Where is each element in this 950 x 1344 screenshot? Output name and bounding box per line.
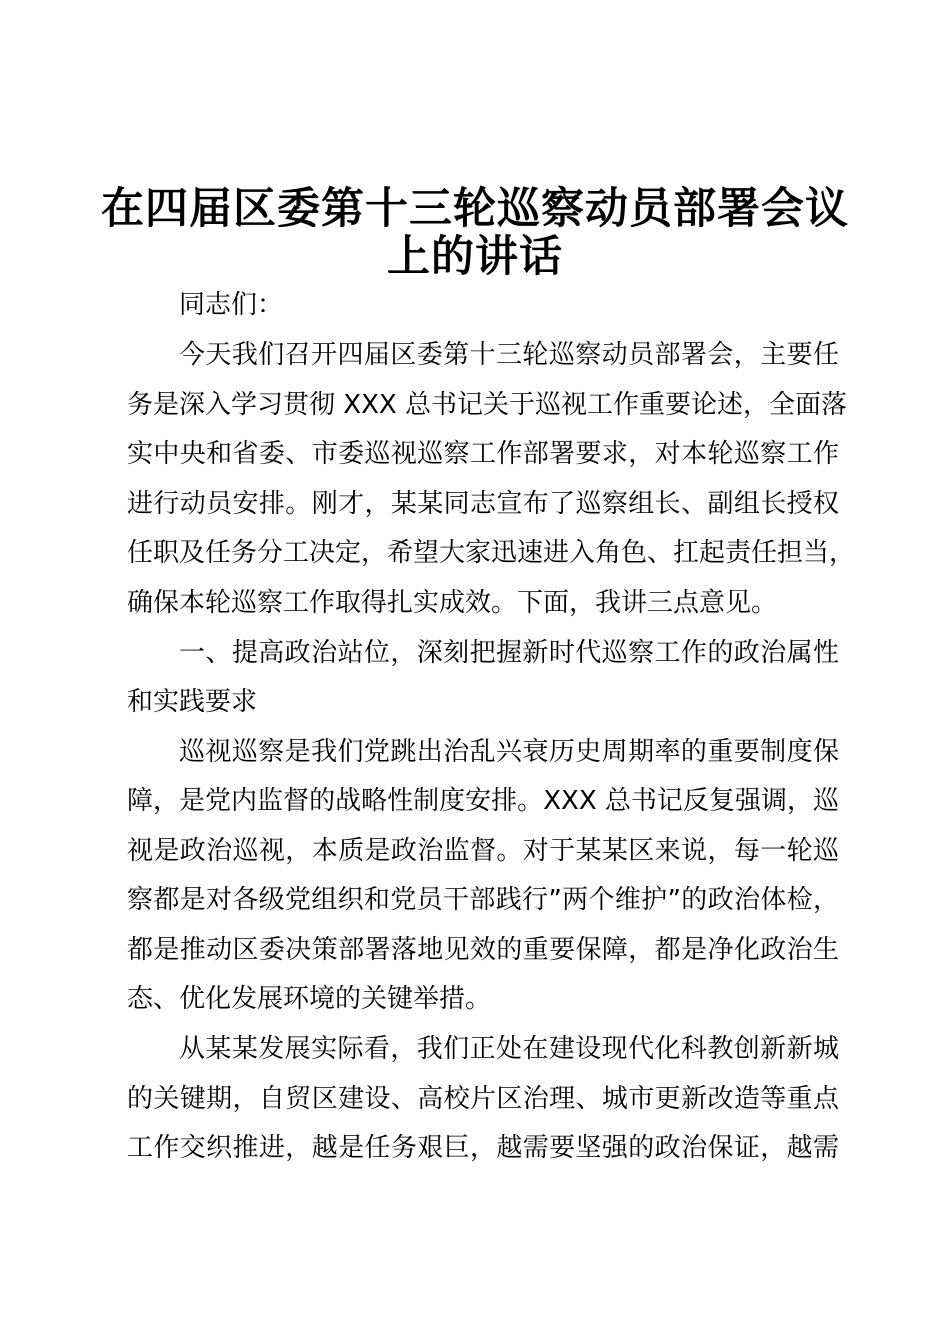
body-line: 进行动员安排。刚才，某某同志宣布了巡察组长、副组长授权 [127,489,839,519]
body-line: 障，是党内监督的战略性制度安排。XXX 总书记反复强调，巡 [127,786,839,816]
salutation: 同志们： [179,290,284,320]
body-line: 察都是对各级党组织和党员干部践行”两个维护”的政治体检， [127,885,839,915]
body-line: 态、优化发展环境的关键举措。 [127,984,492,1014]
section-heading: 一、提高政治站位，深刻把握新时代巡察工作的政治属性 [179,638,839,668]
body-line: 的关键期，自贸区建设、高校片区治理、城市更新改造等重点 [127,1084,839,1114]
body-line: 确保本轮巡察工作取得扎实成效。下面，我讲三点意见。 [127,588,778,618]
body-line: 实中央和省委、市委巡视巡察工作部署要求，对本轮巡察工作 [127,439,839,469]
body-line: 视是政治巡视，本质是政治监督。对于某某区来说，每一轮巡 [127,836,839,866]
body-line: 今天我们召开四届区委第十三轮巡察动员部署会，主要任 [179,340,839,370]
body-line: 工作交织推进，越是任务艰巨，越需要坚强的政治保证，越需 [127,1133,839,1163]
body-line: 从某某发展实际看，我们正处在建设现代化科教创新新城 [179,1034,839,1064]
body-line: 巡视巡察是我们党跳出治乱兴衰历史周期率的重要制度保 [179,737,839,767]
body-line: 任职及任务分工决定，希望大家迅速进入角色、扛起责任担当， [127,538,856,568]
body-line: 务是深入学习贯彻 XXX 总书记关于巡视工作重要论述，全面落 [127,390,847,420]
document-title: 在四届区委第十三轮巡察动员部署会议 [101,184,849,234]
document-title-continued: 上的讲话 [387,232,563,282]
section-heading-continued: 和实践要求 [127,687,258,717]
body-line: 都是推动区委决策部署落地见效的重要保障，都是净化政治生 [127,935,839,965]
